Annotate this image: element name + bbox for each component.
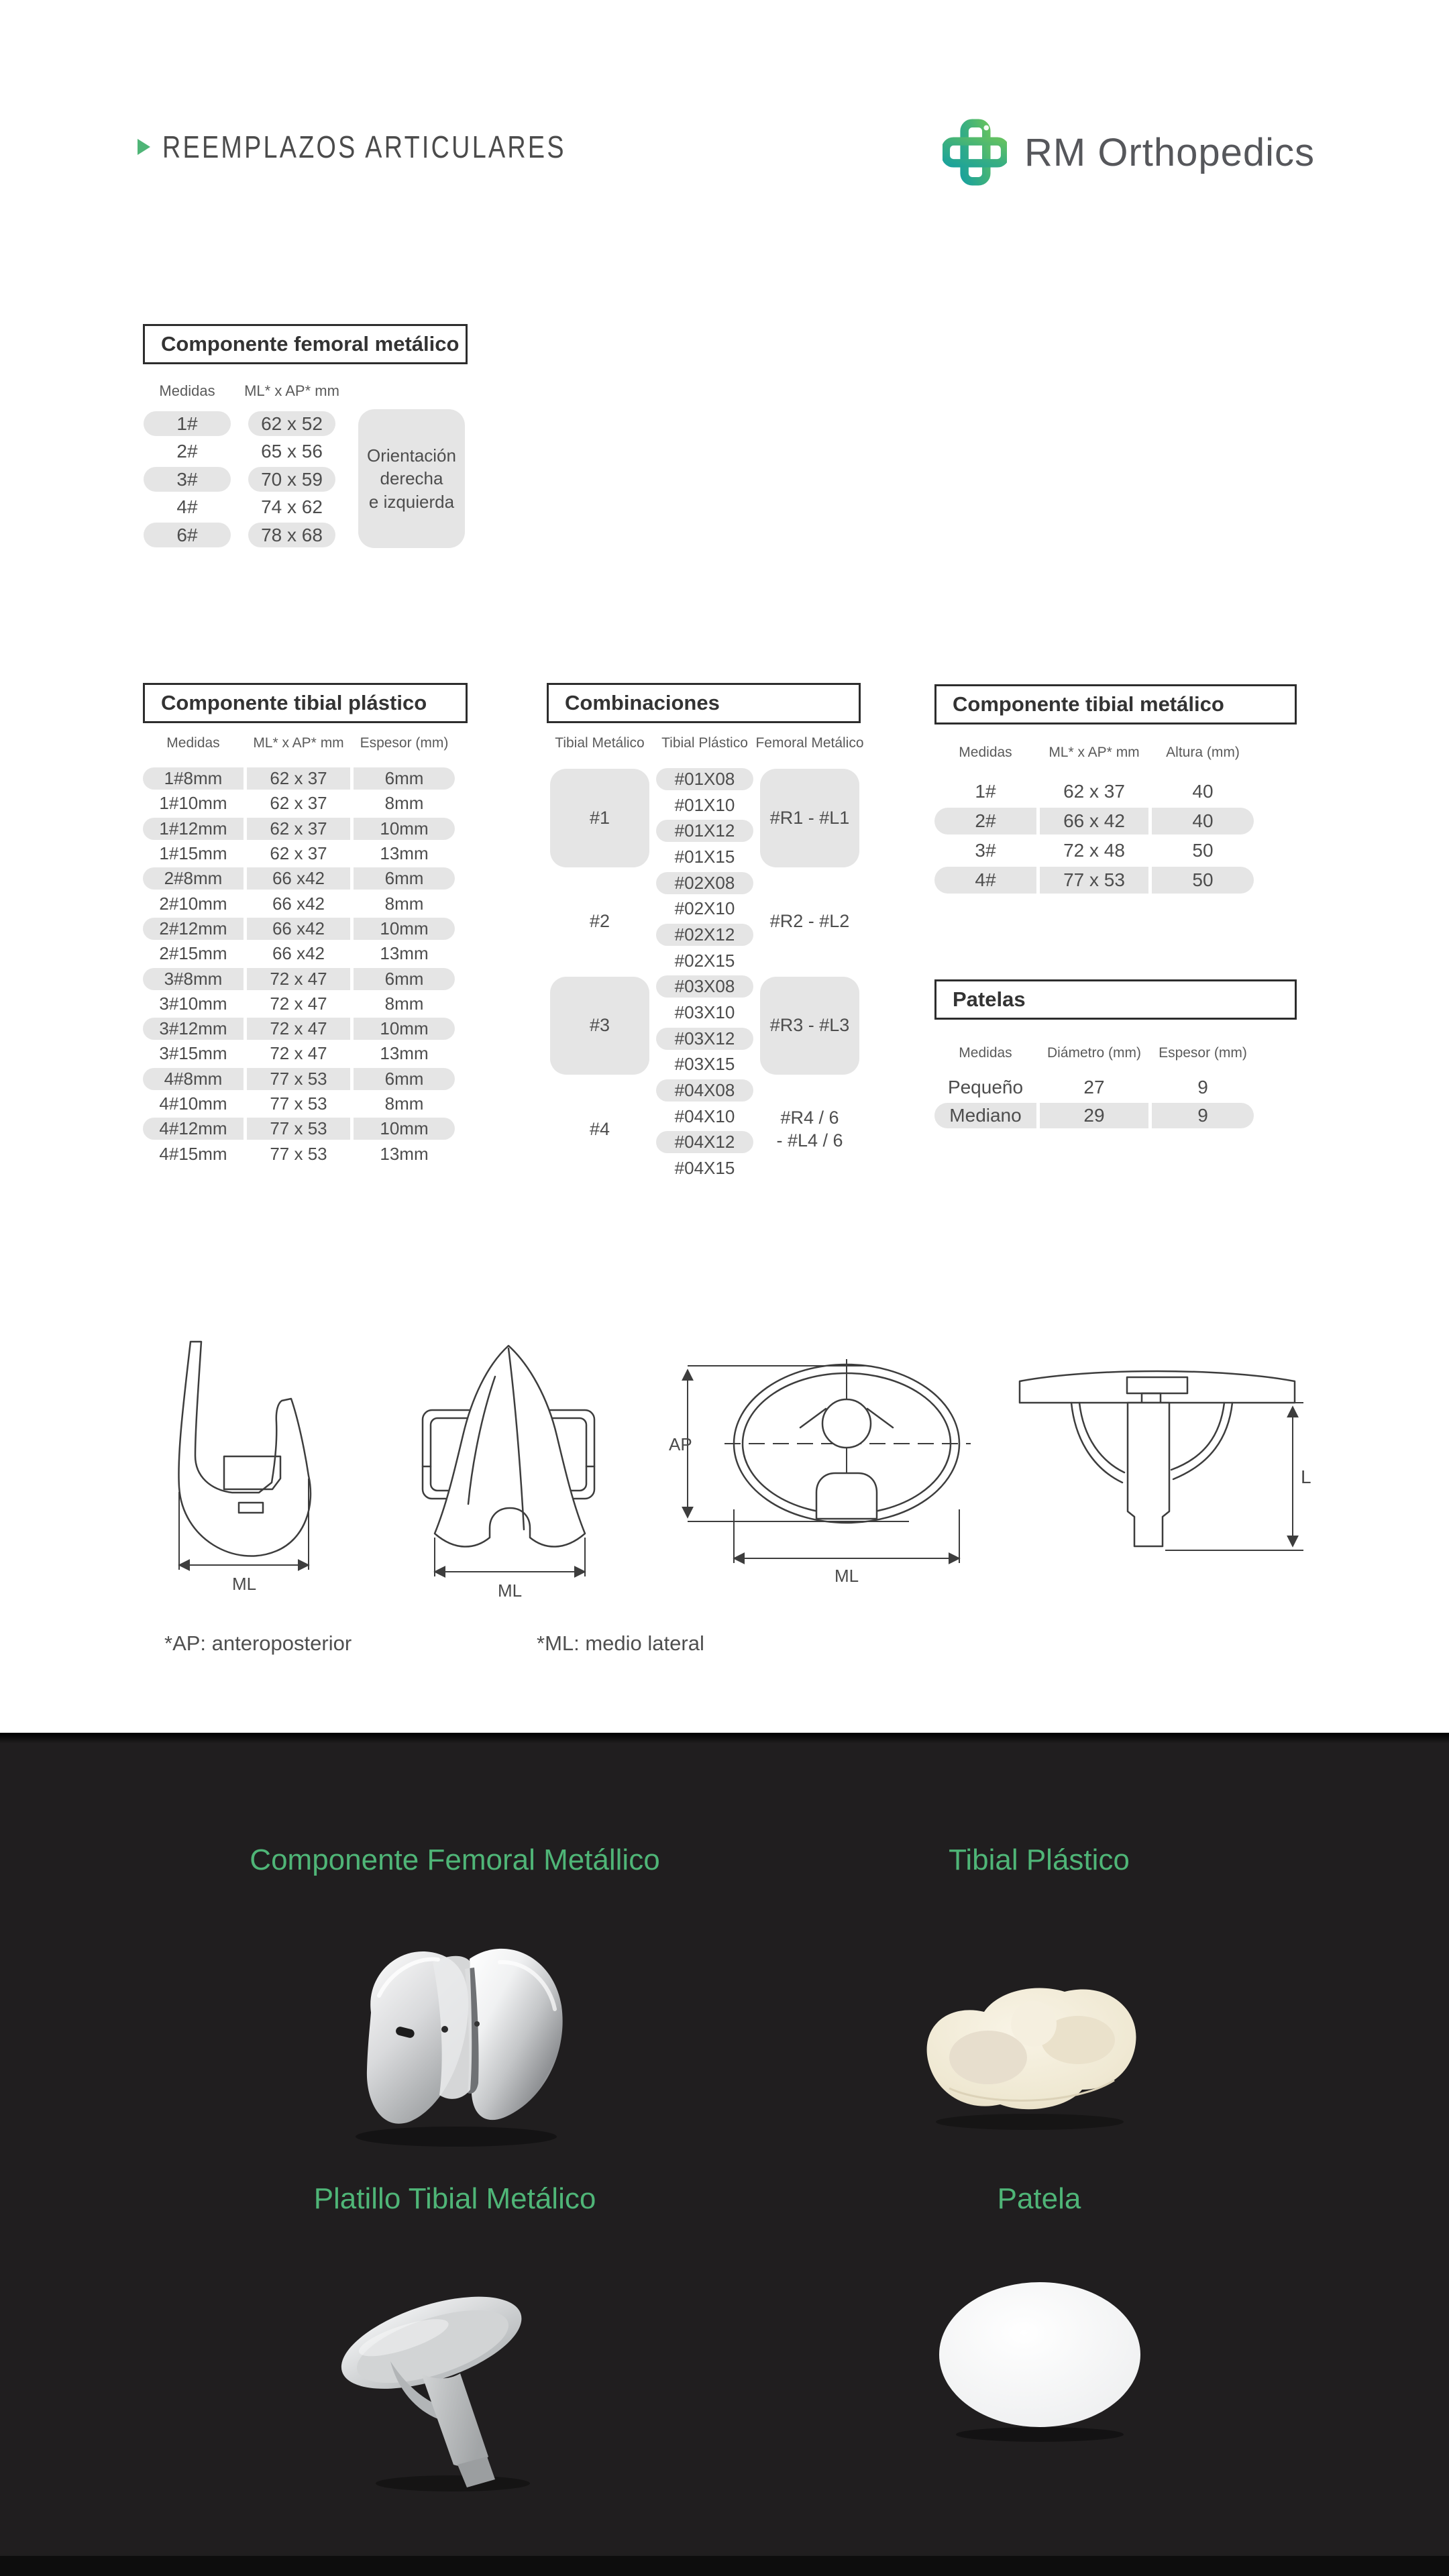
patelas-table-title: Patelas [934, 979, 1297, 1020]
combo-tibial-plastico-pill: #04X12 [656, 1131, 753, 1153]
patelas-table-rows [934, 1073, 1254, 1130]
tibial-plastico-table-headers [143, 735, 455, 751]
column-header: Tibial Plástico [661, 735, 748, 751]
combo-tibial-plastico-pill: #04X10 [674, 1106, 735, 1126]
table-cell: 50 [1152, 867, 1254, 894]
table-row [143, 1016, 455, 1041]
table-cell: 70 x 59 [248, 467, 335, 492]
table-cell: 77 x 53 [270, 1093, 327, 1114]
table-cell: 62 x 37 [1063, 781, 1125, 802]
table-cell: 72 x 47 [270, 1043, 327, 1064]
tibial-metalico-table-rows [934, 777, 1254, 895]
table-cell: 66 x 42 [1040, 808, 1148, 835]
table-cell: 50 [1192, 840, 1214, 861]
tibial-tray-side-view-drawing [1003, 1338, 1318, 1570]
table-cell: 8mm [384, 893, 424, 914]
table-row [143, 966, 455, 991]
patelas-table-headers [934, 1045, 1254, 1061]
table-cell: 8mm [384, 993, 424, 1014]
table-cell: 4# [934, 867, 1036, 894]
gallery-label-patela: Patela [997, 2182, 1081, 2215]
column-header: Medidas [959, 1045, 1012, 1061]
table-cell: 13mm [380, 1043, 429, 1064]
table-row [143, 1141, 455, 1166]
table-cell: 10mm [354, 818, 455, 840]
table-cell: 6mm [354, 767, 455, 790]
footer-bar [0, 2556, 1449, 2576]
combo-tibial-plastico-pill: #01X15 [674, 846, 735, 867]
table-row [934, 1102, 1254, 1130]
column-header: Femoral Metálico [755, 735, 864, 751]
ml-dimension-label: ML [497, 1580, 523, 1600]
table-row [143, 1116, 455, 1141]
table-cell: 4#10mm [159, 1093, 227, 1114]
table-row [144, 466, 335, 494]
table-cell: 6mm [354, 1068, 455, 1090]
table-cell: Mediano [934, 1103, 1036, 1128]
tibial-plastico-photo [909, 1949, 1150, 2137]
table-cell: 66 x42 [272, 943, 325, 964]
table-cell: 1#10mm [159, 793, 227, 814]
green-arrow-bullet-icon [138, 139, 150, 155]
table-row [143, 766, 455, 791]
table-cell: 3#15mm [159, 1043, 227, 1064]
table-cell: 13mm [380, 843, 429, 864]
table-cell: 10mm [354, 1018, 455, 1040]
table-cell: 62 x 37 [247, 818, 350, 840]
table-row [934, 806, 1254, 836]
femoral-side-view-drawing [149, 1336, 340, 1595]
tibial-insert-top-view-drawing [661, 1342, 989, 1587]
table-row [143, 991, 455, 1016]
table-row [934, 865, 1254, 895]
table-cell: 40 [1152, 808, 1254, 835]
table-row [143, 1041, 455, 1066]
table-row [144, 410, 335, 438]
table-cell: 10mm [354, 918, 455, 940]
product-gallery-section [0, 1733, 1449, 2576]
table-row [144, 494, 335, 522]
table-cell: 77 x 53 [1040, 867, 1148, 894]
combinaciones-table-title: Combinaciones [547, 683, 861, 723]
combo-tibial-plastico-pill: #04X15 [674, 1158, 735, 1179]
table-cell: 2#8mm [143, 867, 244, 890]
table-cell: 29 [1040, 1103, 1148, 1128]
combo-tibial-plastico-pill: #02X12 [656, 924, 753, 946]
column-header: Medidas [959, 745, 1012, 760]
combo-tibial-plastico-pill: #03X12 [656, 1028, 753, 1050]
table-row [143, 891, 455, 916]
combo-femoral-metalico-cell: #R3 - #L3 [760, 977, 859, 1075]
table-cell: 77 x 53 [247, 1118, 350, 1140]
combo-tibial-plastico-pill: #03X08 [656, 975, 753, 998]
table-cell: 2# [934, 808, 1036, 835]
table-cell: 3#12mm [143, 1018, 244, 1040]
table-cell: 62 x 37 [247, 767, 350, 790]
table-cell: 9 [1152, 1103, 1254, 1128]
combo-tibial-plastico-pill: #03X15 [674, 1054, 735, 1075]
combinaciones-table-headers [550, 735, 864, 751]
medical-cross-icon [943, 118, 1007, 186]
combo-tibial-plastico-pill: #03X10 [674, 1002, 735, 1023]
table-cell: 77 x 53 [247, 1068, 350, 1090]
femoral-component-photo [332, 1922, 574, 2150]
table-row [934, 1073, 1254, 1102]
table-row [934, 836, 1254, 865]
gallery-label-tibial-plastico: Tibial Plástico [949, 1843, 1130, 1876]
table-cell: 6mm [354, 968, 455, 990]
column-header: Diámetro (mm) [1047, 1045, 1141, 1061]
tibial-plastico-table-title: Componente tibial plástico [143, 683, 468, 723]
brand-name: RM Orthopedics [1024, 130, 1316, 174]
femoral-table-title: Componente femoral metálico [143, 324, 468, 364]
combo-tibial-metalico-cell: #3 [550, 977, 649, 1075]
table-cell: 2#10mm [159, 893, 227, 914]
table-cell: 4#12mm [143, 1118, 244, 1140]
table-cell: 13mm [380, 1143, 429, 1164]
ml-dimension-label: ML [231, 1574, 257, 1594]
table-cell: 66 x42 [272, 893, 325, 914]
table-row [143, 941, 455, 966]
combo-tibial-metalico-cell: #2 [589, 911, 610, 932]
combo-tibial-plastico-pill: #02X15 [674, 950, 735, 971]
table-cell: 4#8mm [143, 1068, 244, 1090]
femoral-table-headers [144, 382, 339, 400]
table-cell: 3#8mm [143, 968, 244, 990]
tibial-metalico-table-title: Componente tibial metálico [934, 684, 1297, 724]
table-cell: 40 [1192, 781, 1214, 802]
column-header: Medidas [159, 382, 215, 399]
table-cell: 66 x42 [247, 867, 350, 890]
table-cell: 8mm [384, 1093, 424, 1114]
table-row [143, 866, 455, 891]
platillo-tibial-photo [329, 2267, 550, 2496]
column-header: Espesor (mm) [360, 735, 449, 751]
table-row [143, 916, 455, 941]
column-header: ML* x AP* mm [244, 382, 339, 399]
table-cell: 3#10mm [159, 993, 227, 1014]
table-row [934, 777, 1254, 806]
table-cell: 1#15mm [159, 843, 227, 864]
table-cell: 6# [144, 523, 231, 547]
combinaciones-grid [550, 766, 859, 1181]
combo-tibial-metalico-cell: #1 [550, 769, 649, 867]
gallery-label-platillo: Platillo Tibial Metálico [313, 2182, 596, 2215]
patela-photo [936, 2277, 1150, 2445]
table-cell: 1#12mm [143, 818, 244, 840]
table-row [143, 1091, 455, 1116]
table-cell: 10mm [354, 1118, 455, 1140]
column-header: ML* x AP* mm [253, 735, 344, 751]
table-cell: 2#12mm [143, 918, 244, 940]
page-title: REEMPLAZOS ARTICULARES [162, 129, 566, 164]
combo-tibial-plastico-pill: #04X08 [656, 1079, 753, 1102]
table-cell: 72 x 47 [270, 993, 327, 1014]
table-cell: 65 x 56 [261, 441, 323, 462]
femoral-front-view-drawing [402, 1335, 617, 1600]
femoral-table-rows [144, 410, 335, 549]
table-cell: 2# [176, 441, 198, 462]
table-row [143, 816, 455, 841]
combo-tibial-plastico-pill: #02X08 [656, 872, 753, 894]
table-cell: 77 x 53 [270, 1143, 327, 1164]
table-cell: 72 x 48 [1063, 840, 1125, 861]
table-cell: 62 x 52 [248, 411, 335, 436]
combo-tibial-plastico-pill: #01X08 [656, 768, 753, 790]
table-row [143, 1067, 455, 1091]
combo-femoral-metalico-cell: #R4 / 6 - #L4 / 6 [776, 1107, 843, 1150]
table-cell: 1#8mm [143, 767, 244, 790]
l-dimension-label: L [1301, 1466, 1311, 1487]
combo-tibial-plastico-pill: #01X12 [656, 820, 753, 842]
orientation-note: Orientación derecha e izquierda [358, 409, 465, 548]
table-cell: 72 x 47 [247, 968, 350, 990]
table-cell: 6mm [354, 867, 455, 890]
column-header: Medidas [166, 735, 220, 751]
column-header: Altura (mm) [1166, 745, 1240, 760]
table-cell: 3# [975, 840, 996, 861]
page-header [0, 0, 1449, 241]
table-cell: 78 x 68 [248, 523, 335, 547]
table-cell: 1# [975, 781, 996, 802]
footnote-ml: *ML: medio lateral [537, 1631, 704, 1655]
table-cell: 8mm [384, 793, 424, 814]
table-cell: 3# [144, 467, 231, 492]
column-header: Espesor (mm) [1159, 1045, 1247, 1061]
table-cell: 9 [1197, 1077, 1208, 1097]
table-cell: 66 x42 [247, 918, 350, 940]
combo-tibial-plastico-pill: #01X10 [674, 794, 735, 815]
gallery-label-femoral: Componente Femoral Metállico [250, 1843, 660, 1876]
column-header: ML* x AP* mm [1049, 745, 1140, 760]
tibial-plastico-table-rows [143, 766, 455, 1167]
table-cell: 74 x 62 [261, 496, 323, 518]
combo-femoral-metalico-cell: #R2 - #L2 [769, 911, 850, 932]
combo-tibial-metalico-cell: #4 [589, 1118, 610, 1139]
table-cell: 2#15mm [159, 943, 227, 964]
footnote-ap: *AP: anteroposterior [164, 1631, 352, 1655]
ml-dimension-label: ML [834, 1566, 859, 1586]
table-cell: 62 x 37 [270, 843, 327, 864]
table-row [144, 438, 335, 466]
ap-dimension-label: AP [669, 1434, 692, 1454]
table-row [143, 791, 455, 816]
section-divider [0, 1733, 1449, 1743]
table-cell: 1# [144, 411, 231, 436]
table-cell: 27 [1083, 1077, 1105, 1097]
column-header: Tibial Metálico [555, 735, 645, 751]
table-cell: 13mm [380, 943, 429, 964]
table-cell: 4#15mm [159, 1143, 227, 1164]
tibial-metalico-table-headers [934, 745, 1254, 761]
table-cell: Pequeño [947, 1077, 1024, 1097]
table-cell: 4# [176, 496, 198, 518]
table-row [144, 521, 335, 549]
combo-femoral-metalico-cell: #R1 - #L1 [760, 769, 859, 867]
table-cell: 72 x 47 [247, 1018, 350, 1040]
table-cell: 62 x 37 [270, 793, 327, 814]
table-row [143, 841, 455, 866]
brand-logo [943, 118, 1315, 186]
combo-tibial-plastico-pill: #02X10 [674, 898, 735, 919]
